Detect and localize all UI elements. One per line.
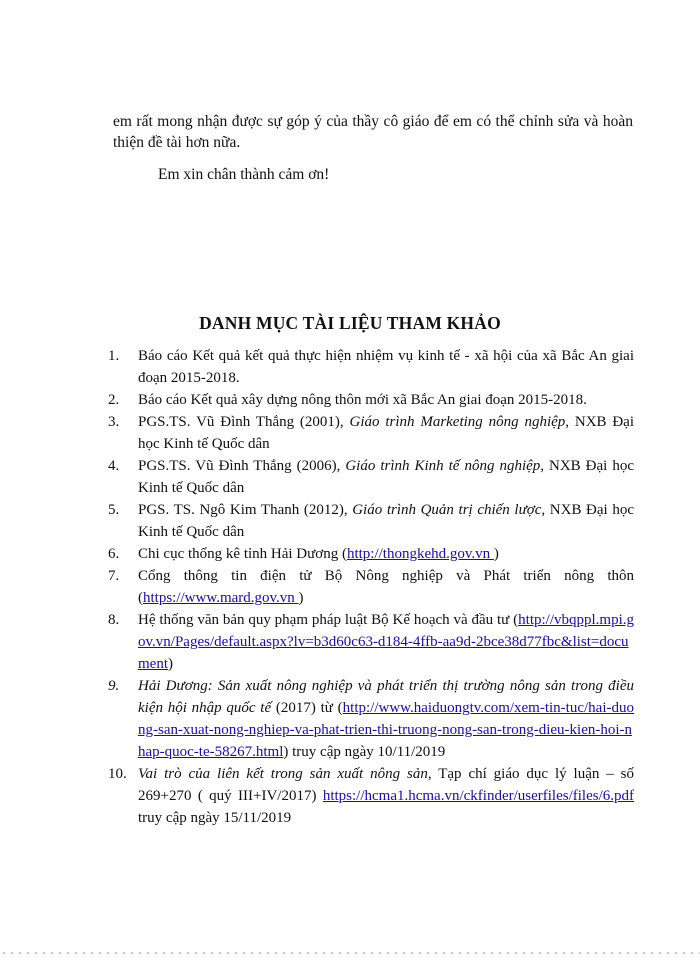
- reference-item-10: [108, 763, 634, 829]
- reference-link[interactable]: https://hcma1.hcma.vn/ckfinder/userfiles/files/6.pdf: [322, 788, 634, 804]
- reference-item-6: [108, 543, 634, 565]
- reference-book-title: Giáo trình Marketing nông nghiệp: [349, 414, 566, 430]
- reference-number: 8.: [108, 612, 120, 628]
- reference-item-7: [108, 565, 634, 609]
- reference-item-1: [108, 345, 634, 389]
- reference-text: Báo cáo Kết quả kết quả thực hiện nhiệm vụ kinh tế - xã hội của xã Bắc An giai đoạn 2015-2018.: [138, 348, 634, 386]
- reference-suffix: ): [168, 656, 173, 672]
- reference-item-3: [108, 411, 634, 455]
- closing-paragraph-line-1: em rất mong nhận được sự góp ý của thầy cô giáo để em có thể chỉnh sửa và hoàn: [113, 113, 633, 130]
- reference-link[interactable]: https://www.mard.gov.vn: [143, 590, 299, 606]
- reference-article-title: Vai trò của liên kết trong sản xuất nông sản,: [138, 766, 432, 782]
- reference-source: Chi cục thống kê tỉnh Hải Dương (: [138, 546, 347, 562]
- reference-item-8: [108, 609, 634, 675]
- reference-number: 2.: [108, 392, 120, 408]
- reference-item-2: [108, 389, 634, 411]
- page-bottom-dotted-border: [0, 952, 700, 954]
- reference-number: 6.: [108, 546, 120, 562]
- reference-link[interactable]: http://www.haiduongtv.com/xem-tin-tuc/hai-duong-san-xuat-nong-nghiep-va-phat-trien-thi-truong-nong-san-trong-dieu-kien-hoi-nhap-quoc-te-58267.html: [138, 700, 634, 760]
- reference-book-title: Giáo trình Kinh tế nông nghiệp,: [345, 458, 545, 474]
- reference-item-9: [108, 675, 634, 763]
- reference-author: PGS.TS. Vũ Đình Thắng (2001),: [138, 414, 350, 430]
- references-list: [108, 345, 634, 829]
- reference-publisher: , NXB Đại học Kinh tế Quốc dân: [138, 414, 635, 452]
- reference-number: 1.: [108, 348, 120, 364]
- reference-item-5: [108, 499, 634, 543]
- reference-number: 5.: [108, 502, 120, 518]
- reference-source: Hệ thống văn bản quy phạm pháp luật Bộ Kế hoạch và đầu tư (: [138, 612, 519, 628]
- closing-paragraph: [113, 111, 633, 153]
- reference-suffix: ): [493, 546, 499, 562]
- references-title: DANH MỤC TÀI LIỆU THAM KHẢO: [199, 313, 501, 333]
- thanks-paragraph: Em xin chân thành cảm ơn!: [158, 166, 330, 183]
- reference-year: (2017) từ (: [271, 700, 343, 716]
- reference-item-4: [108, 455, 634, 499]
- reference-author: PGS.TS. Vũ Đình Thắng (2006),: [138, 458, 346, 474]
- reference-access-date: truy cập ngày 15/11/2019: [138, 810, 292, 826]
- reference-publisher: NXB Đại học Kinh tế Quốc dân: [138, 458, 634, 496]
- reference-number: 10.: [108, 766, 127, 782]
- closing-paragraph-line-2: thiện đề tài hơn nữa.: [113, 134, 241, 151]
- reference-text: [138, 565, 634, 609]
- reference-text: [138, 455, 634, 499]
- reference-text: [138, 499, 634, 543]
- reference-link[interactable]: http://vbqppl.mpi.gov.vn/Pages/default.aspx?lv=b3d60c63-d184-4ffb-aa9d-2bce38d77fbc&list=document: [138, 612, 634, 672]
- reference-number: 4.: [108, 458, 120, 474]
- reference-suffix: ): [298, 590, 304, 606]
- reference-journal: Tạp chí giáo dục lý luận – số 269+270 ( quý III+IV/2017): [138, 766, 634, 804]
- reference-text: [138, 763, 634, 829]
- reference-access-date: ) truy cập ngày 10/11/2019: [283, 744, 446, 760]
- reference-text: Báo cáo Kết quả xây dựng nông thôn mới xã Bắc An giai đoạn 2015-2018.: [138, 392, 587, 408]
- reference-publisher: NXB Đại học Kinh tế Quốc dân: [138, 502, 634, 540]
- reference-number: 7.: [108, 568, 120, 584]
- reference-number: 9.: [108, 678, 120, 694]
- reference-author: PGS. TS. Ngô Kim Thanh (2012),: [138, 502, 353, 518]
- reference-link[interactable]: http://thongkehd.gov.vn: [346, 546, 494, 562]
- reference-text: [138, 609, 634, 675]
- reference-article-title: Hải Dương: Sản xuất nông nghiệp và phát triển thị trường nông sản trong điều kiện hội nhập quốc tế: [138, 678, 634, 716]
- reference-book-title: Giáo trình Quản trị chiến lược,: [352, 502, 546, 518]
- reference-number: 3.: [108, 414, 120, 430]
- reference-source: Cổng thông tin điện tử Bộ Nông nghiệp và Phát triển nông thôn (: [138, 568, 634, 606]
- reference-text: [138, 411, 634, 455]
- reference-text: [138, 675, 634, 763]
- reference-text: [138, 543, 634, 565]
